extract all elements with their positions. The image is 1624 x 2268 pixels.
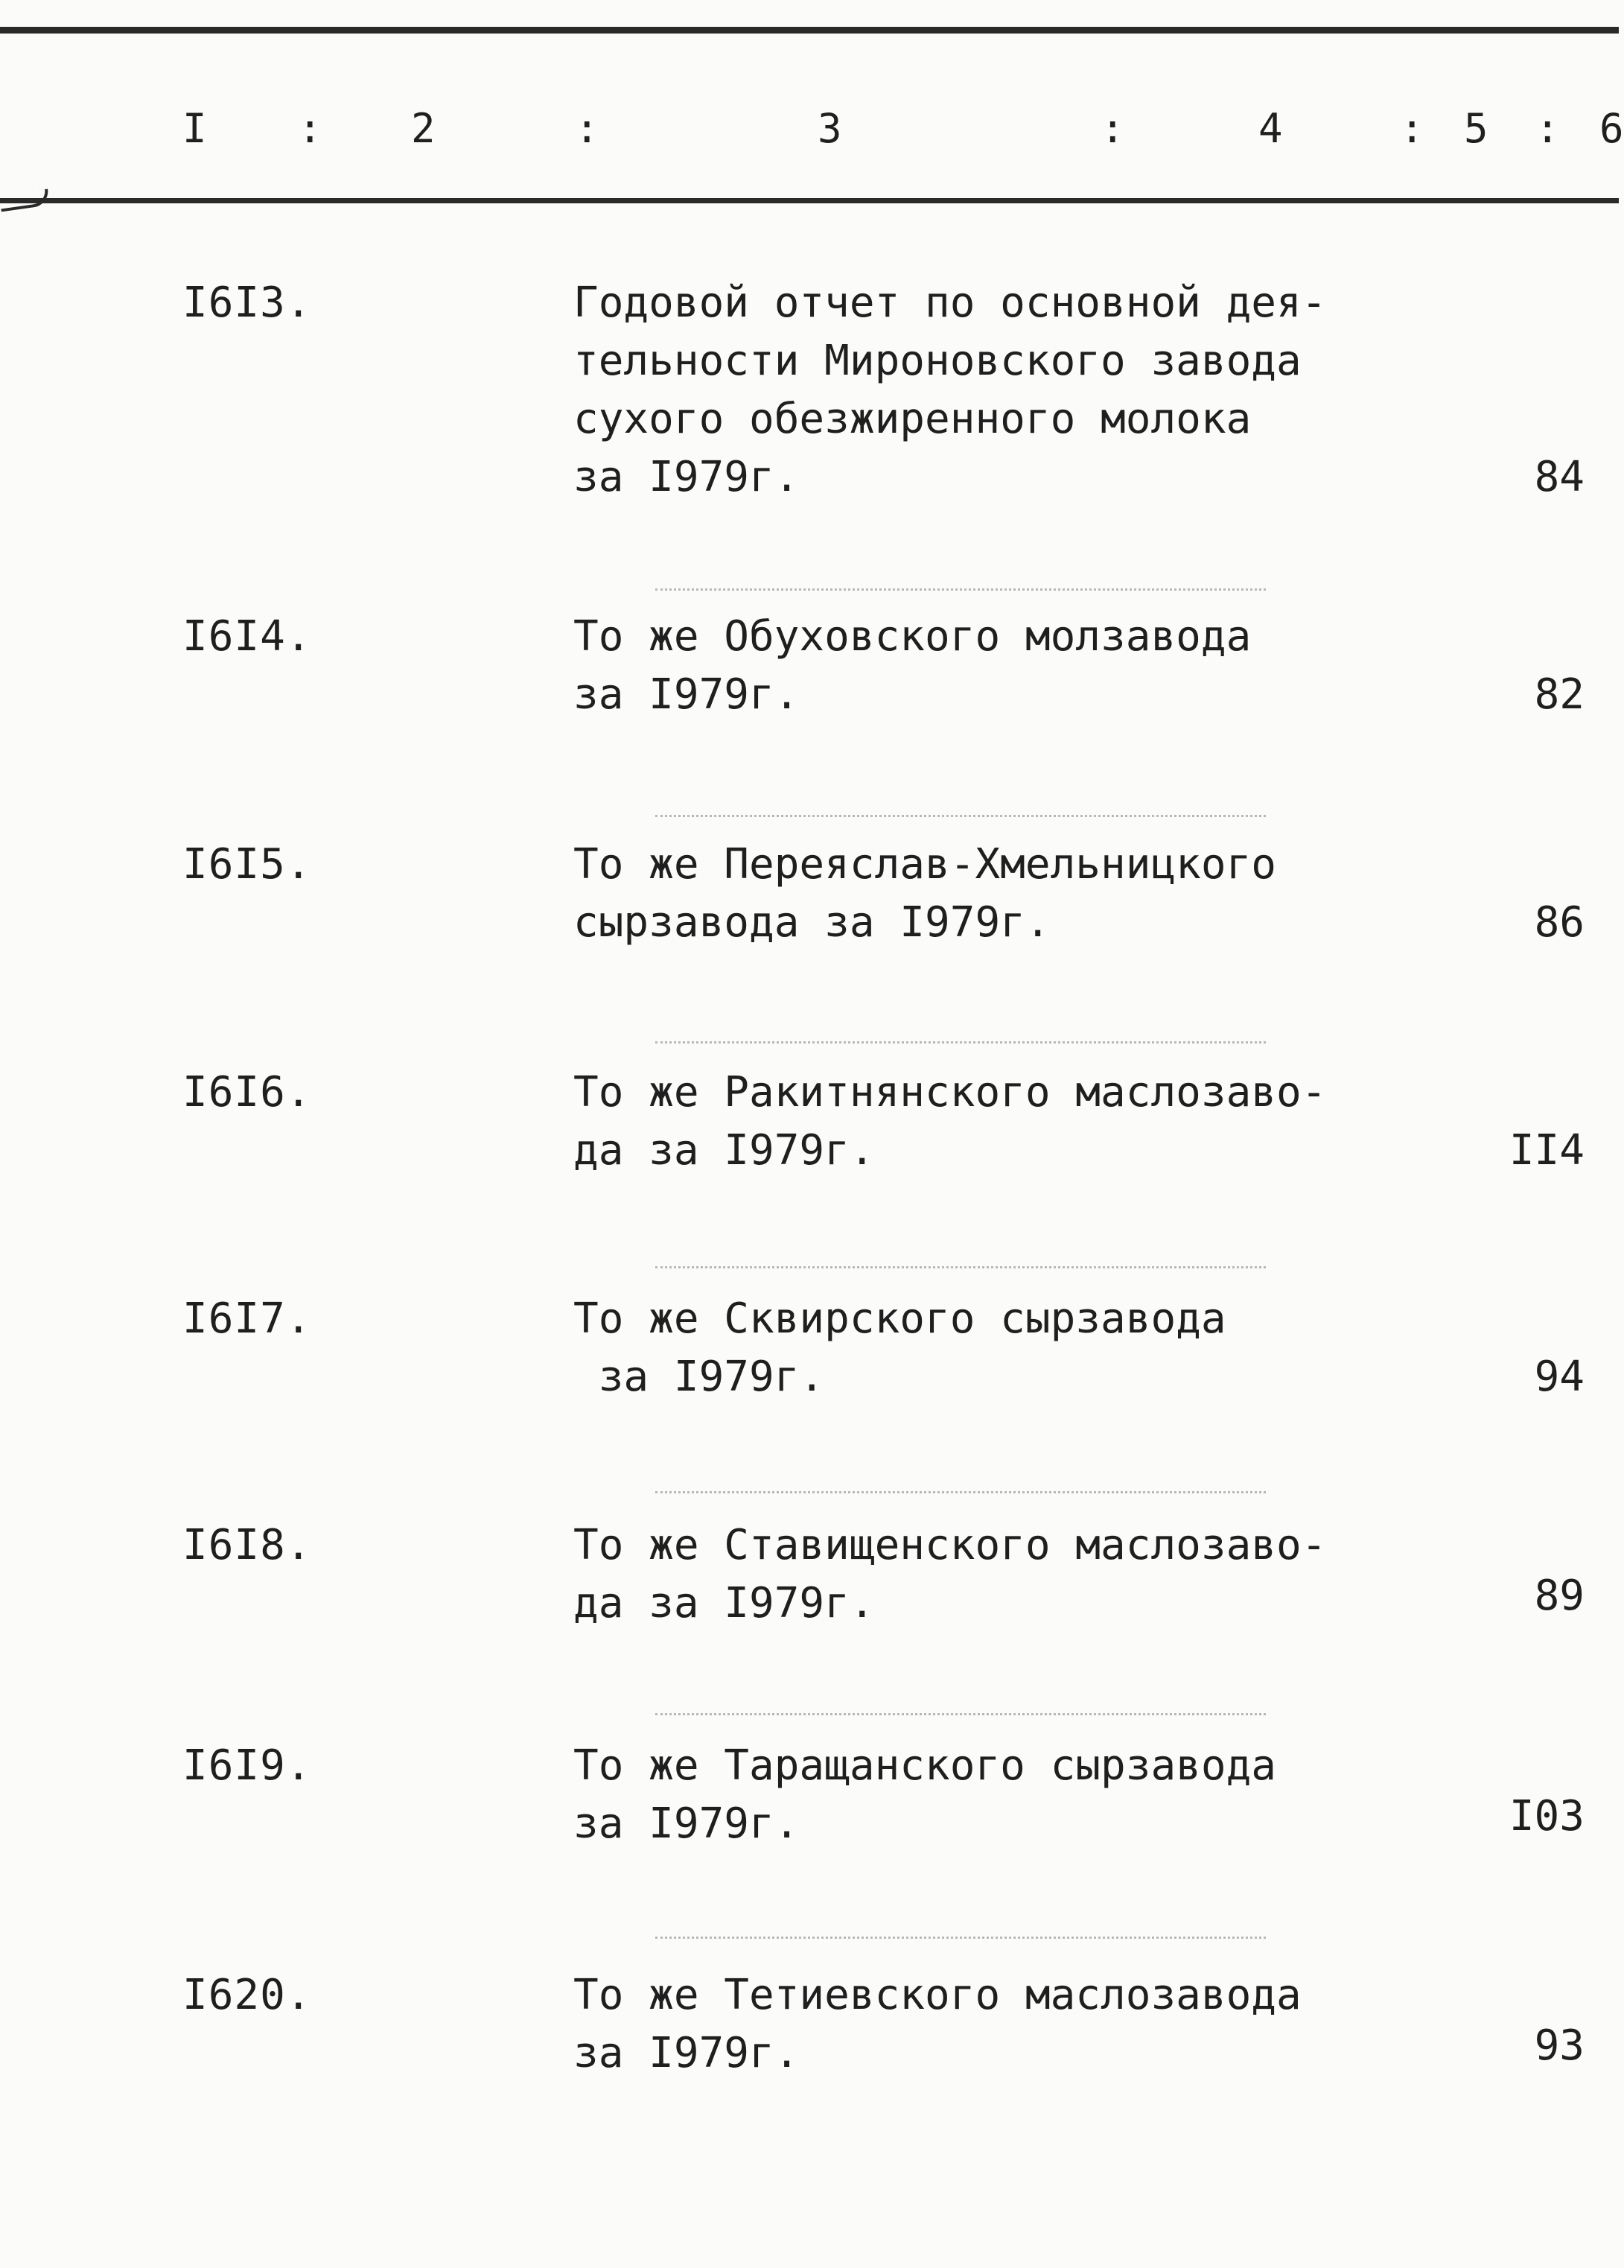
column-separator: : [1400,105,1424,152]
divider [655,1713,1266,1715]
column-separator: : [1535,105,1560,152]
record-title-line: да за I979г. [573,1579,875,1627]
record-sheet-count: 93 [1534,2021,1585,2070]
column-header-2: 2 [411,105,436,152]
record-title-line: То же Ракитнянского маслозаво- [573,1068,1327,1116]
record-sheet-count: 86 [1534,898,1585,947]
record-number: I6I6. [182,1068,312,1116]
record-title-line: за I979г. [573,1800,800,1848]
record-title [573,608,1318,724]
record-title-line: за I979г. [573,670,800,719]
record-sheet-count: 84 [1534,453,1585,501]
record-title-line: за I979г. [573,2029,800,2077]
column-separator: : [575,105,599,152]
record-title-line: То же Тетиевского маслозавода [573,1971,1302,2019]
record-number: I6I3. [182,279,312,327]
record-title [573,1737,1318,1853]
record-title-line: сухого обезжиренного молока [573,395,1252,443]
record-title-line: тельности Мироновского завода [573,337,1302,385]
record-number: I6I5. [182,840,312,889]
record-sheet-count: I03 [1509,1792,1585,1840]
record-sheet-count: II4 [1509,1126,1585,1175]
column-separator: : [298,105,322,152]
divider [655,1937,1266,1939]
record-title-line: То же Сквирского сырзавода [573,1295,1226,1343]
column-separator: : [1101,105,1125,152]
record-number: I6I8. [182,1521,312,1569]
record-number: I620. [182,1971,312,2019]
record-title [573,1966,1318,2083]
divider [655,1266,1266,1268]
record-title-line: Годовой отчет по основной дея- [573,279,1327,327]
record-title-line: за I979г. [573,1353,825,1401]
column-header-1: I [182,105,207,152]
record-sheet-count: 82 [1534,670,1585,719]
record-title [573,836,1318,952]
column-header-5: 5 [1464,105,1488,152]
record-sheet-count: 89 [1534,1572,1585,1620]
record-title-line: То же Ставищенского маслозаво- [573,1521,1327,1569]
divider [655,815,1266,817]
record-number: I6I4. [182,612,312,661]
record-title-line: То же Обуховского молзавода [573,612,1252,661]
record-title [573,274,1327,506]
column-header-3: 3 [818,105,842,152]
record-title-line: То же Таращанского сырзавода [573,1741,1277,1790]
record-title-line: сырзавода за I979г. [573,898,1051,947]
record-title-line: То же Переяслав-Хмельницкого [573,840,1277,889]
column-header-4: 4 [1258,105,1283,152]
divider [655,1491,1266,1493]
record-sheet-count: 94 [1534,1353,1585,1401]
divider [655,1041,1266,1044]
record-title [573,1290,1318,1406]
record-title [573,1516,1327,1633]
record-title [573,1064,1327,1180]
column-header-6: 6 [1599,105,1624,152]
record-title-line: за I979г. [573,453,800,501]
record-number: I6I9. [182,1741,312,1790]
record-number: I6I7. [182,1295,312,1343]
divider [655,588,1266,591]
record-title-line: да за I979г. [573,1126,875,1175]
